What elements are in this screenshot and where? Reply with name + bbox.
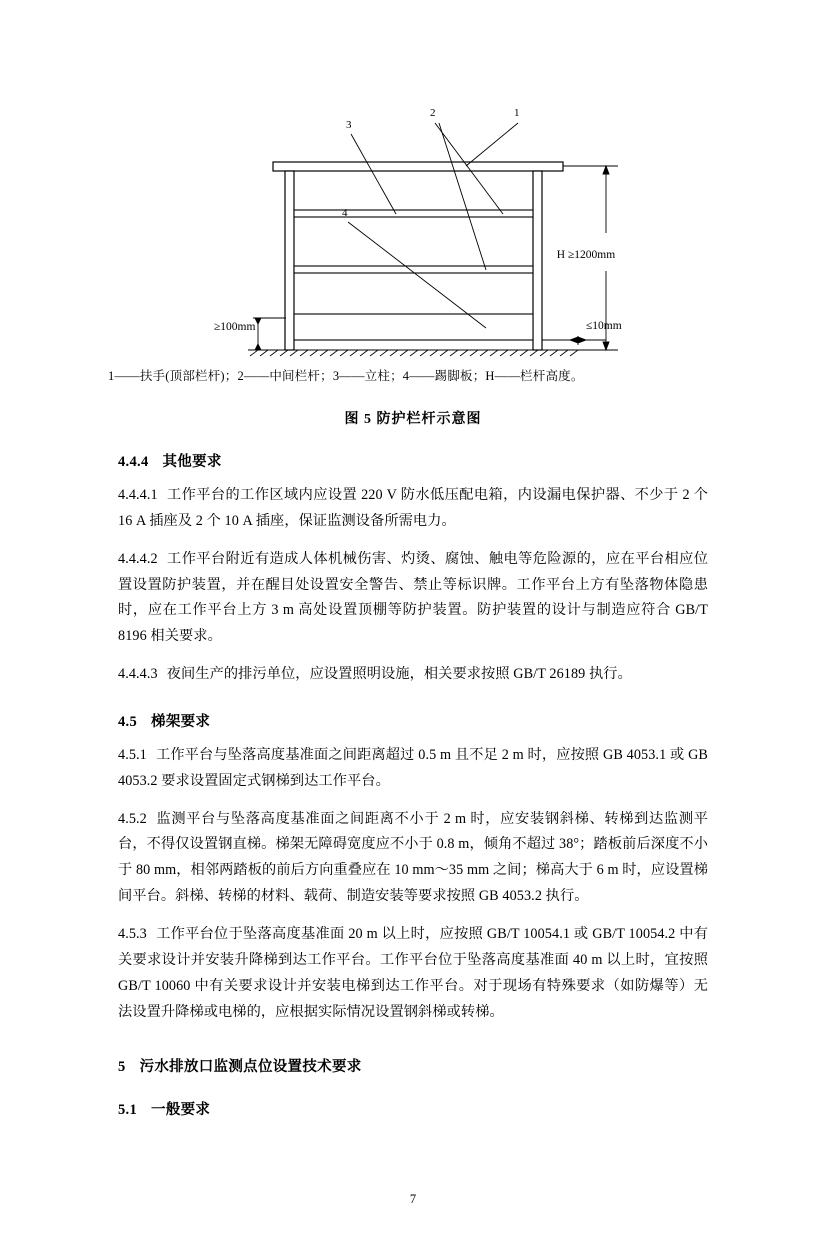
page-number: 7 [409,1192,417,1206]
para-4-4-4-1 [118,483,708,535]
post-left [285,171,294,350]
heading-4-4-4 [118,450,708,471]
heading-4-4-4-number: 4.4.4 [118,454,149,470]
para-4-4-4-1-text: 工作平台的工作区域内应设置 220 V 防水低压配电箱，内设漏电保护器、不少于 2 个 16 A 插座及 2 个 10 A 插座，保证监测设备所需电力。 [118,487,708,529]
para-4-5-1-text: 工作平台与坠落高度基准面之间距离超过 0.5 m 且不足 2 m 时，应按照 GB 4053.1 或 GB 4053.2 要求设置固定式钢梯到达工作平台。 [118,746,708,789]
heading-5-1-number: 5.1 [118,1102,138,1119]
top-handrail [273,162,563,171]
para-4-5-1-label: 4.5.1 [118,746,147,763]
para-4-4-4-2-label: 4.4.4.2 [118,550,158,567]
heading-4-5-number: 4.5 [118,713,138,730]
document-page [0,86,826,1255]
guardrail-drawing [108,86,708,376]
para-4-4-4-3-text: 夜间生产的排污单位，应设置照明设施，相关要求按照 GB/T 26189 执行。 [166,666,632,683]
toeboard-gap-dimension [542,336,606,345]
para-4-5-3-text: 工作平台位于坠落高度基准面 20 m 以上时，应按照 GB/T 10054.1 或 GB/T 10054.2 中有关要求设计并安装升降梯到达工作平台。工作平台位于坠落高度基准面 40 m 以上时，宜按照 GB/T 10060 中有关要求设计并安装电梯到达工作平台。对于现场有特殊要求（如防爆等）无法设置升降梯或电梯的，应根据实际情况设置钢斜梯或转梯。 [118,925,708,1020]
callout-label-1: 1 [514,107,520,119]
middle-rail-upper [294,210,533,217]
para-4-4-4-3-label: 4.4.4.3 [118,666,158,683]
callout-label-4: 4 [342,207,348,219]
toeboard [294,314,533,340]
callout-leaders [348,123,518,328]
base-offset-label: ≥100mm [214,321,256,333]
para-4-5-1 [118,743,708,795]
heading-4-5 [118,710,708,731]
para-4-5-3 [118,922,708,1025]
callout-label-3: 3 [346,119,352,131]
heading-5-title: 污水排放口监测点位设置技术要求 [139,1059,362,1076]
toeboard-gap-label: ≤10mm [586,320,622,332]
ground-hatching [250,350,578,356]
heading-5 [118,1055,708,1076]
para-4-4-4-2-text: 工作平台附近有造成人体机械伤害、灼烫、腐蚀、触电等危险源的，应在平台相应位置设置防护装置，并在醒目处设置安全警告、禁止等标识牌。工作平台上方有坠落物体隐患时，应在工作平台上方 3 m 高处设置顶棚等防护装置。防护装置的设计与制造应符合 GB/T 8196 相关要求。 [118,550,708,645]
para-4-5-3-label: 4.5.3 [118,925,147,942]
heading-4-5-title: 梯架要求 [151,713,211,730]
para-4-4-4-3 [118,662,708,688]
figure-caption: 图 5 防护栏杆示意图 [344,412,482,427]
para-4-4-4-1-label: 4.4.4.1 [118,487,158,503]
callout-label-2: 2 [430,107,436,119]
heading-5-1 [118,1098,708,1119]
base-offset-dimension [253,318,286,350]
heading-5-1-title: 一般要求 [151,1102,211,1119]
para-4-5-2-text: 监测平台与坠落高度基准面之间距离不小于 2 m 时，应安装钢斜梯、转梯到达监测平台，不得仅设置钢直梯。梯架无障碍宽度应不小于 0.8 m，倾角不超过 38°；踏板前后深度不小于 80 mm，相邻两踏板的前后方向重叠应在 10 mm～35 mm 之间；梯高大于 6 m 时，应设置梯间平台。斜梯、转梯的材料、载荷、制造安装等要求按照 GB 4053.2 执行。 [118,810,708,905]
figure-legend: 1——扶手(顶部栏杆)；2——中间栏杆；3——立柱；4——踢脚板；H——栏杆高度。 [108,369,584,383]
para-4-5-2 [118,807,708,910]
heading-4-4-4-title: 其他要求 [162,454,222,470]
heading-5-number: 5 [118,1059,126,1076]
post-right [533,171,542,350]
para-4-5-2-label: 4.5.2 [118,810,147,827]
height-dimension-label: H ≥1200mm [556,249,616,261]
figure-guardrail-diagram [108,86,708,386]
para-4-4-4-2 [118,547,708,650]
